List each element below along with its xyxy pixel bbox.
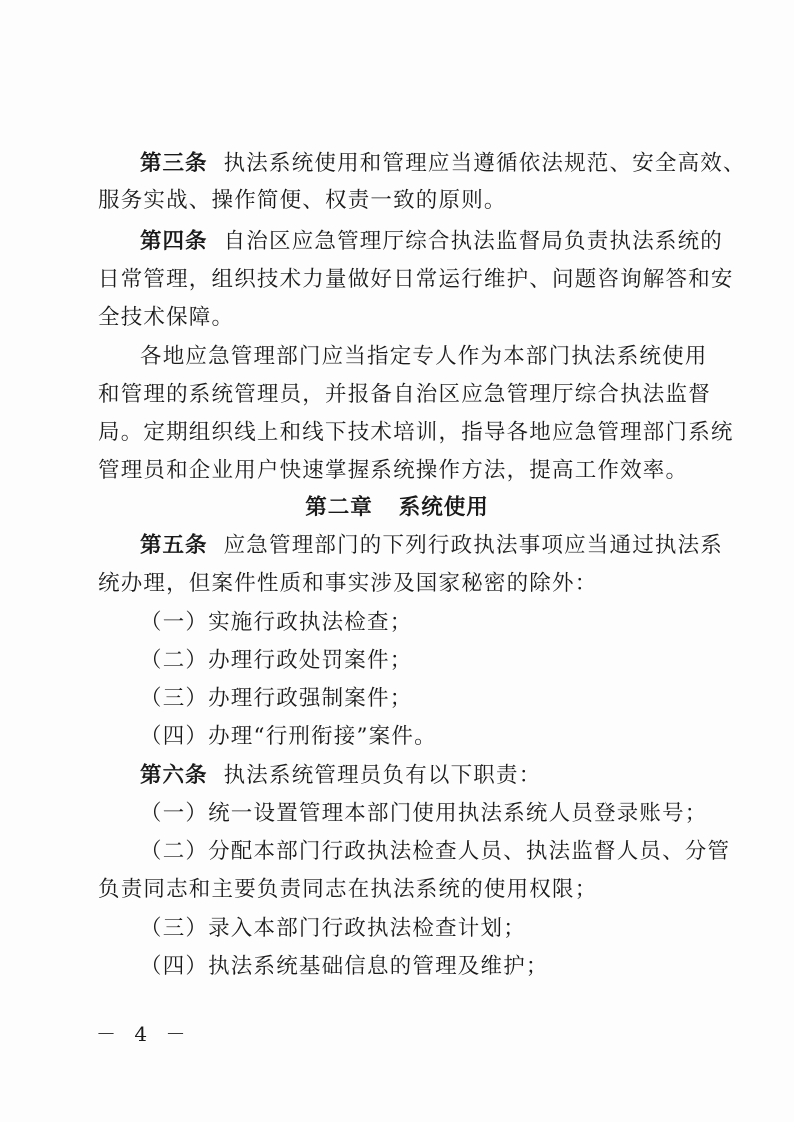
article-5-item-2: （二）办理行政处罚案件； [140,648,413,673]
article-5-line-2: 统办理，但案件性质和事实涉及国家秘密的除外： [98,571,598,596]
article-4-line-1: 第四条 自治区应急管理厅综合执法监督局负责执法系统的 [140,229,723,254]
article-5-item-3: （三）办理行政强制案件； [140,686,413,711]
para-local-line-4: 管理员和企业用户快速掌握系统操作方法，提高工作效率。 [98,458,689,483]
para-local-line-3: 局。定期组织线上和线下技术培训，指导各地应急管理部门系统 [98,420,734,445]
article-5-line-1: 第五条 应急管理部门的下列行政执法事项应当通过执法系 [140,533,723,558]
article-4-line-2: 日常管理，组织技术力量做好日常运行维护、问题咨询解答和安 [98,267,734,292]
chapter-title: 系统使用 [398,495,489,520]
article-6-item-2-line-1: （二）分配本部门行政执法检查人员、执法监督人员、分管 [140,839,731,864]
article-5-label: 第五条 [140,533,208,558]
chapter-number: 第二章 [305,495,373,520]
chapter-2-heading [0,494,794,522]
article-6-line-1: 第六条 执法系统管理员负有以下职责： [140,763,542,788]
article-6-item-3: （三）录入本部门行政执法检查计划； [140,916,526,941]
article-3-label: 第三条 [140,151,208,176]
article-4-line-3: 全技术保障。 [98,305,235,330]
article-3-line-1: 第三条 执法系统使用和管理应当遵循依法规范、安全高效、 [140,151,746,176]
article-6-item-2-line-2: 负责同志和主要负责同志在执法系统的使用权限； [98,877,598,902]
article-3-line-2: 服务实战、操作简便、权责一致的原则。 [98,188,507,213]
article-5-item-4: （四）办理“行刑衔接”案件。 [140,724,437,749]
article-5-item-1: （一）实施行政执法检查； [140,610,413,635]
page-number: － 4 － [96,1022,192,1046]
article-4-label: 第四条 [140,229,208,254]
para-local-line-2: 和管理的系统管理员，并报备自治区应急管理厅综合执法监督 [98,382,711,407]
article-6-item-4: （四）执法系统基础信息的管理及维护； [140,954,549,979]
article-6-item-1: （一）统一设置管理本部门使用执法系统人员登录账号； [140,801,708,826]
article-6-label: 第六条 [140,763,208,788]
para-local-line-1: 各地应急管理部门应当指定专人作为本部门执法系统使用 [140,344,708,369]
